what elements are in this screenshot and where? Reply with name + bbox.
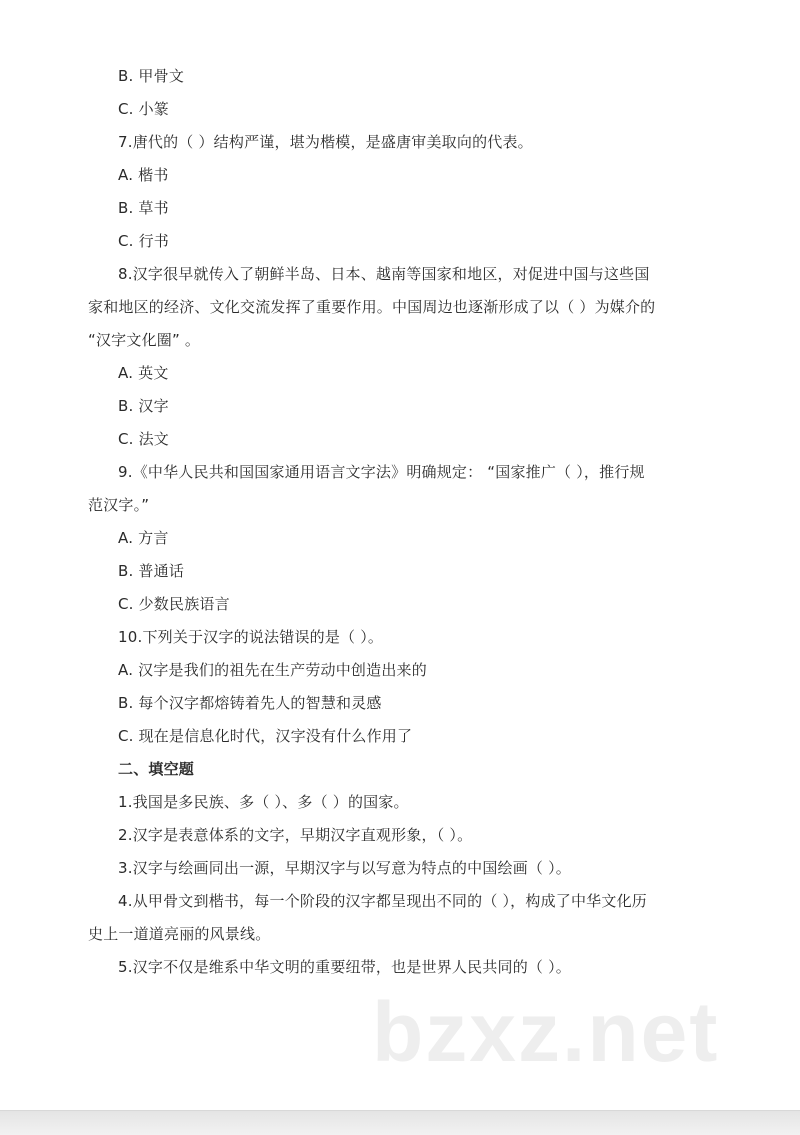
text-line: 4.从甲骨文到楷书，每一个阶段的汉字都呈现出不同的（ ），构成了中华文化历	[118, 892, 647, 910]
text-line: 7.唐代的（ ）结构严谨，堪为楷模，是盛唐审美取向的代表。	[118, 133, 533, 151]
text-line: A. 英文	[118, 364, 169, 382]
text-line: 10.下列关于汉字的说法错误的是（ ）。	[118, 628, 384, 646]
text-line: C. 行书	[118, 232, 170, 250]
section-heading: 二、填空题	[118, 760, 195, 778]
text-line: 2.汉字是表意体系的文字，早期汉字直观形象，（ ）。	[118, 826, 473, 844]
text-line: “汉字文化圈” 。	[88, 331, 201, 349]
text-line: C. 小篆	[118, 100, 170, 118]
text-line: C. 少数民族语言	[118, 595, 230, 613]
text-line: 1.我国是多民族、多（ ）、多（ ）的国家。	[118, 793, 409, 811]
text-line: B. 每个汉字都熔铸着先人的智慧和灵感	[118, 694, 382, 712]
text-line: B. 汉字	[118, 397, 169, 415]
document-content	[88, 60, 718, 984]
text-line: 家和地区的经济、文化交流发挥了重要作用。中国周边也逐渐形成了以（ ）为媒介的	[88, 298, 656, 316]
text-line: 3.汉字与绘画同出一源，早期汉字与以写意为特点的中国绘画（ ）。	[118, 859, 571, 877]
page-bottom-edge	[0, 1110, 800, 1135]
text-line: 史上一道道亮丽的风景线。	[88, 925, 271, 943]
text-line: C. 现在是信息化时代，汉字没有什么作用了	[118, 727, 413, 745]
watermark: bzxz.net	[372, 985, 720, 1079]
text-line: 范汉字。”	[88, 496, 150, 514]
text-line: B. 甲骨文	[118, 67, 185, 85]
text-line: A. 汉字是我们的祖先在生产劳动中创造出来的	[118, 661, 427, 679]
text-line: A. 方言	[118, 529, 169, 547]
text-line: C. 法文	[118, 430, 170, 448]
text-line: A. 楷书	[118, 166, 169, 184]
text-line: B. 普通话	[118, 562, 185, 580]
text-line: 9.《中华人民共和国国家通用语言文字法》明确规定： “国家推广（ ），推行规	[118, 463, 645, 481]
text-line: 5.汉字不仅是维系中华文明的重要纽带，也是世界人民共同的（ ）。	[118, 958, 571, 976]
text-line: B. 草书	[118, 199, 169, 217]
text-line: 8.汉字很早就传入了朝鲜半岛、日本、越南等国家和地区，对促进中国与这些国	[118, 265, 650, 283]
